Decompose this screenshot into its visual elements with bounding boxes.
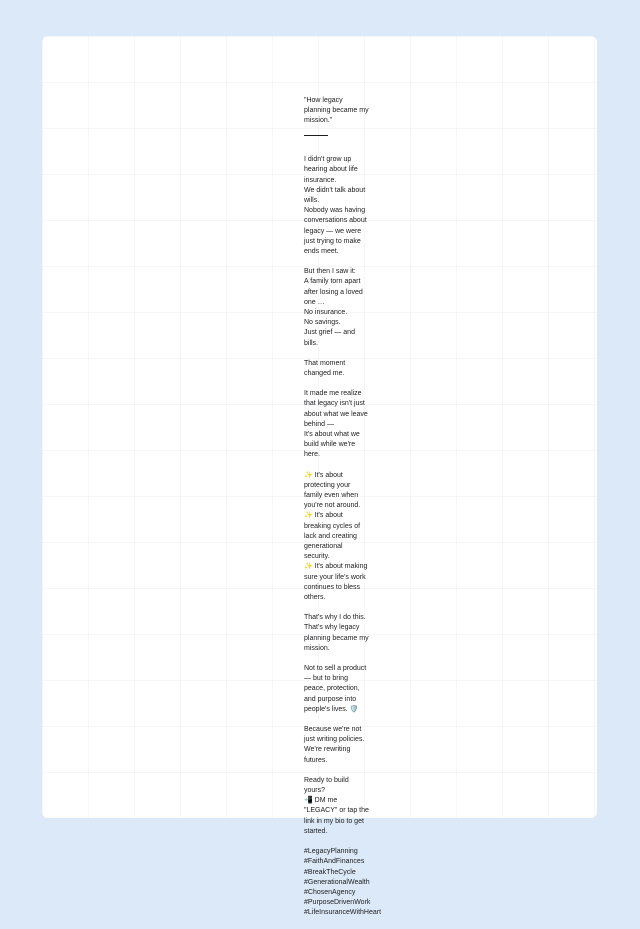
post-paragraph-9: Ready to build yours? 📲 DM me "LEGACY" or tap the link in my bio to get started. (304, 776, 369, 835)
post-paragraph-7: Not to sell a product — but to bring peace, protection, and purpose into people's lives. 🛡️ (304, 665, 367, 713)
title-divider (304, 135, 328, 137)
post-paragraph-6: That's why I do this. That's why legacy planning became my mission. (304, 614, 369, 652)
post-card (42, 36, 597, 917)
post-text-column (304, 96, 382, 929)
post-paragraph-2: But then I saw it: A family torn apart after losing a loved one … No insurance. No savings. Just grief — and bills. (304, 268, 363, 347)
post-paragraph-1: I didn't grow up hearing about life insurance. We didn't talk about wills. Nobody was having conversations about legacy — we were just trying to make ends meet. (304, 156, 367, 255)
post-paragraph-5: ✨ It's about protecting your family even when you're not around. ✨ It's about breaking cycles of lack and creating generational security. ✨ It's about making sure your life's work continues to bless others. (304, 471, 368, 602)
post-paragraph-3: That moment changed me. (304, 359, 346, 377)
post-paragraph-8: Because we're not just writing policies. We're rewriting futures. (304, 726, 365, 764)
post-paragraph-4: It made me realize that legacy isn't just about what we leave behind — It's about what we build while we're here. (304, 390, 368, 459)
post-title: "How legacy planning became my mission." (304, 97, 369, 125)
post-hashtags[interactable]: #LegacyPlanning #FaithAndFinances #BreakTheCycle #GenerationalWealth #ChosenAgency #PurposeDrivenWork #LifeInsuranceWithHeart (304, 848, 382, 917)
